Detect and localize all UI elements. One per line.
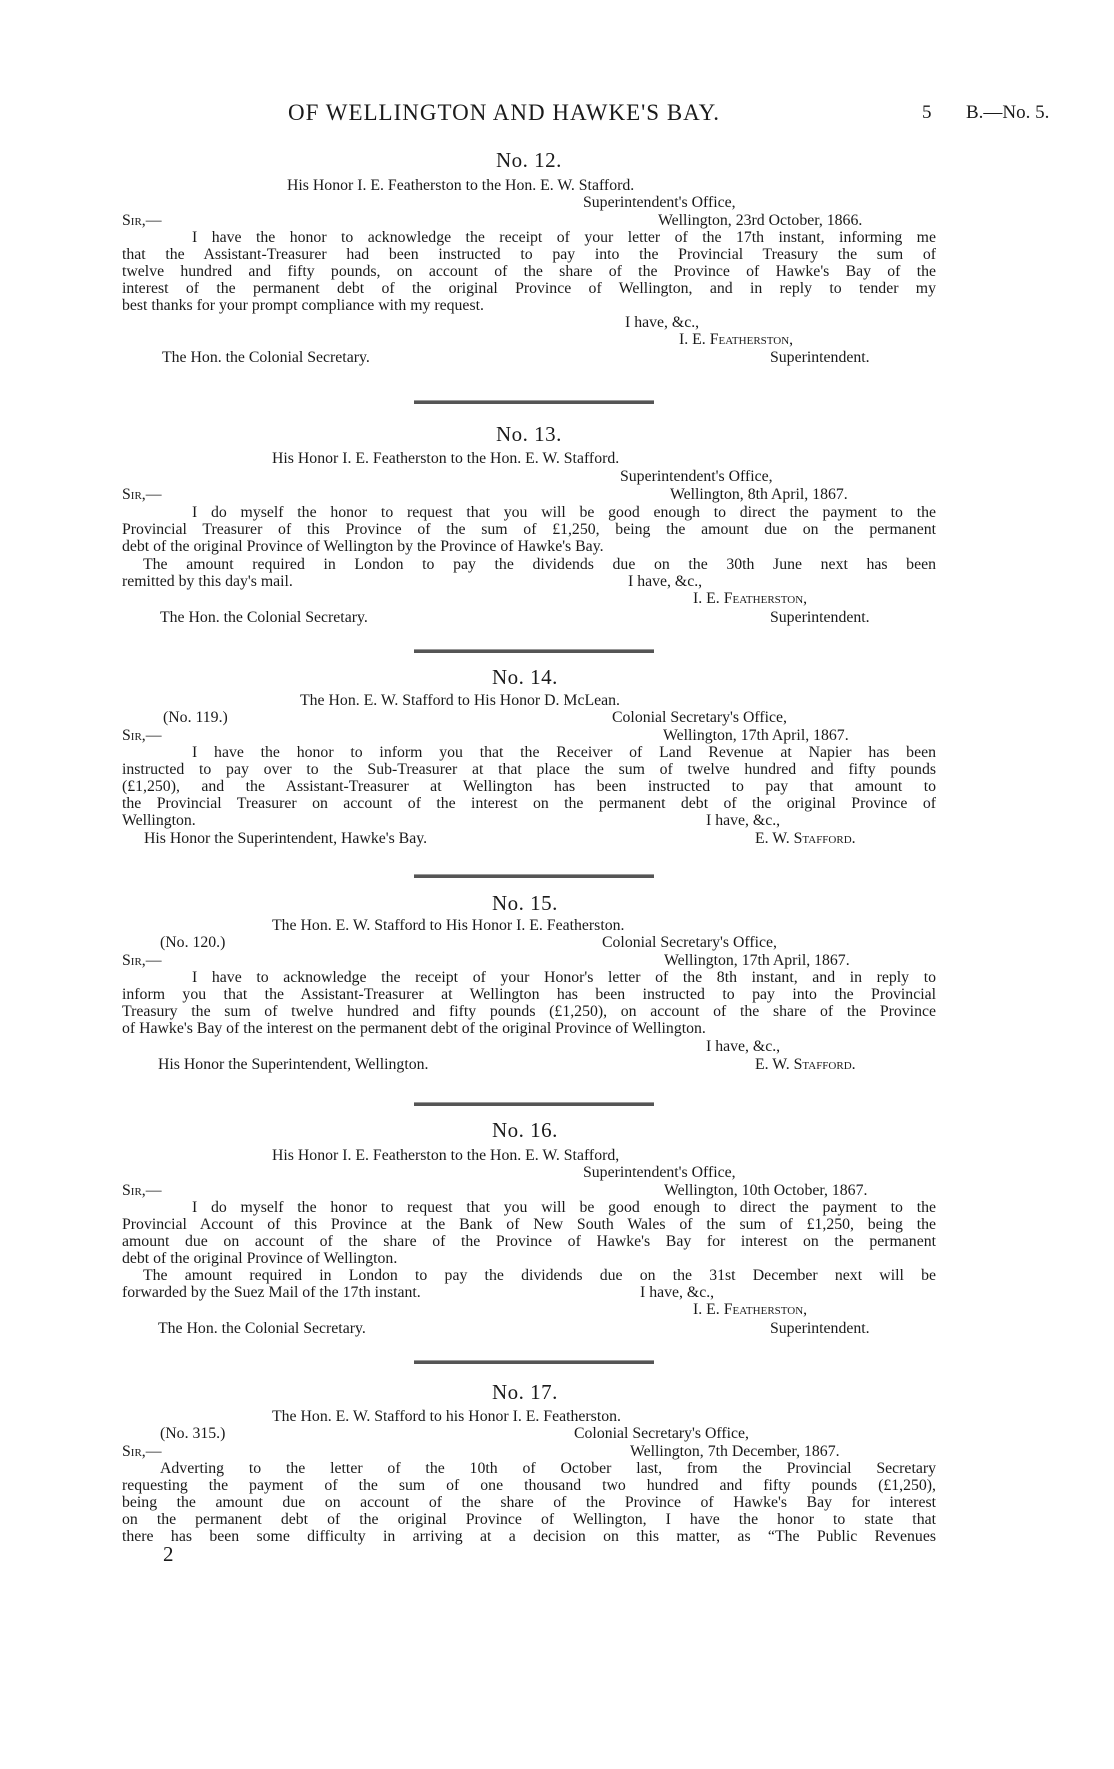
- body-line: I do myself the honor to request that you will be good enough to direct the payment to the: [192, 504, 936, 521]
- letter-number: No. 14.: [492, 665, 558, 689]
- body-line: instructed to pay over to the Sub-Treasurer at that place the sum of twelve hundred and fifty pounds: [122, 761, 936, 778]
- body-line: forwarded by the Suez Mail of the 17th instant.: [122, 1284, 421, 1301]
- letter-signature: I. E. Featherston,: [693, 590, 808, 607]
- letter-signatory-title: Superintendent.: [770, 1320, 870, 1337]
- letter-place-date: Wellington, 17th April, 1867.: [663, 727, 849, 744]
- body-line: I have the honor to acknowledge the receipt of your letter of the 17th instant, informing me: [192, 229, 936, 246]
- body-line: there has been some difficulty in arriving at a decision on this matter, as “The Public Revenues: [122, 1528, 936, 1545]
- body-line: debt of the original Province of Wellington.: [122, 1250, 398, 1267]
- letter-number: No. 17.: [492, 1380, 558, 1404]
- letter-addressee: His Honor the Superintendent, Wellington.: [158, 1056, 429, 1073]
- letter-from-to: His Honor I. E. Featherston to the Hon. E. W. Stafford.: [272, 450, 620, 467]
- section-divider: [414, 874, 654, 878]
- letter-salutation: Sir,—: [122, 952, 162, 969]
- page-number: 5: [922, 102, 932, 123]
- letter-from-to: The Hon. E. W. Stafford to His Honor D. McLean.: [300, 692, 620, 709]
- section-divider: [414, 1102, 654, 1106]
- body-line: I have to acknowledge the receipt of your Honor's letter of the 8th instant, and in reply to: [192, 969, 936, 986]
- letter-signature: E. W. Stafford.: [755, 1056, 856, 1073]
- body-line: I have the honor to inform you that the Receiver of Land Revenue at Napier has been: [192, 744, 936, 761]
- body-line: inform you that the Assistant-Treasurer at Wellington has been instructed to pay into the Provincial: [122, 986, 936, 1003]
- body-line: best thanks for your prompt compliance with my request.: [122, 297, 484, 314]
- body-line: twelve hundred and fifty pounds, on account of the share of the Province of Hawke's Bay of the: [122, 263, 936, 280]
- letter-place-date: Wellington, 23rd October, 1866.: [658, 212, 863, 229]
- letter-number: No. 16.: [492, 1118, 558, 1142]
- letter-closing: I have, &c.,: [706, 1038, 781, 1055]
- letter-addressee: His Honor the Superintendent, Hawke's Bay.: [144, 830, 428, 847]
- body-line: The amount required in London to pay the dividends due on the 30th June next has been: [143, 556, 936, 573]
- letter-addressee: The Hon. the Colonial Secretary.: [160, 609, 368, 626]
- letter-signature: I. E. Featherston,: [693, 1301, 808, 1318]
- body-line: Wellington.: [122, 812, 196, 829]
- letter-office: Superintendent's Office,: [583, 1164, 736, 1181]
- signature-mark: 2: [163, 1542, 174, 1566]
- body-line: the Provincial Treasurer on account of the interest on the permanent debt of the original Province of: [122, 795, 936, 812]
- body-line: Treasury the sum of twelve hundred and fifty pounds (£1,250), on account of the share of the Province: [122, 1003, 936, 1020]
- letter-reference: (No. 120.): [160, 934, 226, 951]
- letter-signature: E. W. Stafford.: [755, 830, 856, 847]
- section-divider: [414, 649, 654, 653]
- letter-reference: (No. 119.): [163, 709, 228, 726]
- letter-office: Superintendent's Office,: [620, 468, 773, 485]
- body-line: that the Assistant-Treasurer had been instructed to pay into the Provincial Treasury the sum of: [122, 246, 936, 263]
- letter-salutation: Sir,—: [122, 1443, 162, 1460]
- section-divider: [414, 1360, 654, 1364]
- body-line: of Hawke's Bay of the interest on the permanent debt of the original Province of Wellington.: [122, 1020, 706, 1037]
- body-line: I do myself the honor to request that you will be good enough to direct the payment to the: [192, 1199, 936, 1216]
- letter-reference: (No. 315.): [160, 1425, 226, 1442]
- body-line: Adverting to the letter of the 10th of October last, from the Provincial Secretary: [160, 1460, 936, 1477]
- letter-number: No. 13.: [496, 422, 562, 446]
- letter-addressee: The Hon. the Colonial Secretary.: [162, 349, 370, 366]
- letter-from-to: His Honor I. E. Featherston to the Hon. E. W. Stafford.: [287, 177, 635, 194]
- letter-place-date: Wellington, 17th April, 1867.: [664, 952, 850, 969]
- letter-number: No. 12.: [496, 148, 562, 172]
- letter-number: No. 15.: [492, 891, 558, 915]
- body-line: (£1,250), and the Assistant-Treasurer at Wellington has been instructed to pay that amount to: [122, 778, 936, 795]
- letter-office: Superintendent's Office,: [583, 194, 736, 211]
- series-reference: B.—No. 5.: [966, 102, 1050, 123]
- letter-place-date: Wellington, 10th October, 1867.: [664, 1182, 868, 1199]
- body-line: The amount required in London to pay the dividends due on the 31st December next will be: [143, 1267, 936, 1284]
- letter-from-to: His Honor I. E. Featherston to the Hon. E. W. Stafford,: [272, 1147, 620, 1164]
- letter-signatory-title: Superintendent.: [770, 349, 870, 366]
- letter-closing: I have, &c.,: [628, 573, 703, 590]
- running-title: OF WELLINGTON AND HAWKE'S BAY.: [288, 100, 721, 125]
- body-line: on the permanent debt of the original Province of Wellington, I have the honor to state that: [122, 1511, 936, 1528]
- letter-closing: I have, &c.,: [640, 1284, 715, 1301]
- letter-signatory-title: Superintendent.: [770, 609, 870, 626]
- letter-signature: I. E. Featherston,: [679, 331, 794, 348]
- letter-from-to: The Hon. E. W. Stafford to His Honor I. E. Featherston.: [272, 917, 625, 934]
- letter-salutation: Sir,—: [122, 212, 162, 229]
- body-line: amount due on account of the share of the Province of Hawke's Bay for interest on the permanent: [122, 1233, 936, 1250]
- body-line: Provincial Account of this Province at the Bank of New South Wales of the sum of £1,250, being the: [122, 1216, 936, 1233]
- letter-salutation: Sir,—: [122, 486, 162, 503]
- letter-addressee: The Hon. the Colonial Secretary.: [158, 1320, 366, 1337]
- letter-office: Colonial Secretary's Office,: [612, 709, 787, 726]
- letter-office: Colonial Secretary's Office,: [574, 1425, 749, 1442]
- letter-closing: I have, &c.,: [625, 314, 700, 331]
- letter-salutation: Sir,—: [122, 1182, 162, 1199]
- body-line: requesting the payment of the sum of one thousand two hundred and fifty pounds (£1,250),: [122, 1477, 936, 1494]
- body-line: being the amount due on account of the share of the Province of Hawke's Bay for interest: [122, 1494, 936, 1511]
- body-line: debt of the original Province of Wellington by the Province of Hawke's Bay.: [122, 538, 604, 555]
- letter-closing: I have, &c.,: [706, 812, 781, 829]
- letter-from-to: The Hon. E. W. Stafford to his Honor I. E. Featherston.: [272, 1408, 621, 1425]
- letter-place-date: Wellington, 8th April, 1867.: [670, 486, 848, 503]
- letter-salutation: Sir,—: [122, 727, 162, 744]
- letter-office: Colonial Secretary's Office,: [602, 934, 777, 951]
- letter-place-date: Wellington, 7th December, 1867.: [630, 1443, 840, 1460]
- section-divider: [414, 400, 654, 404]
- body-line: remitted by this day's mail.: [122, 573, 293, 590]
- body-line: Provincial Treasurer of this Province of the sum of £1,250, being the amount due on the permanent: [122, 521, 936, 538]
- body-line: interest of the permanent debt of the original Province of Wellington, and in reply to tender my: [122, 280, 936, 297]
